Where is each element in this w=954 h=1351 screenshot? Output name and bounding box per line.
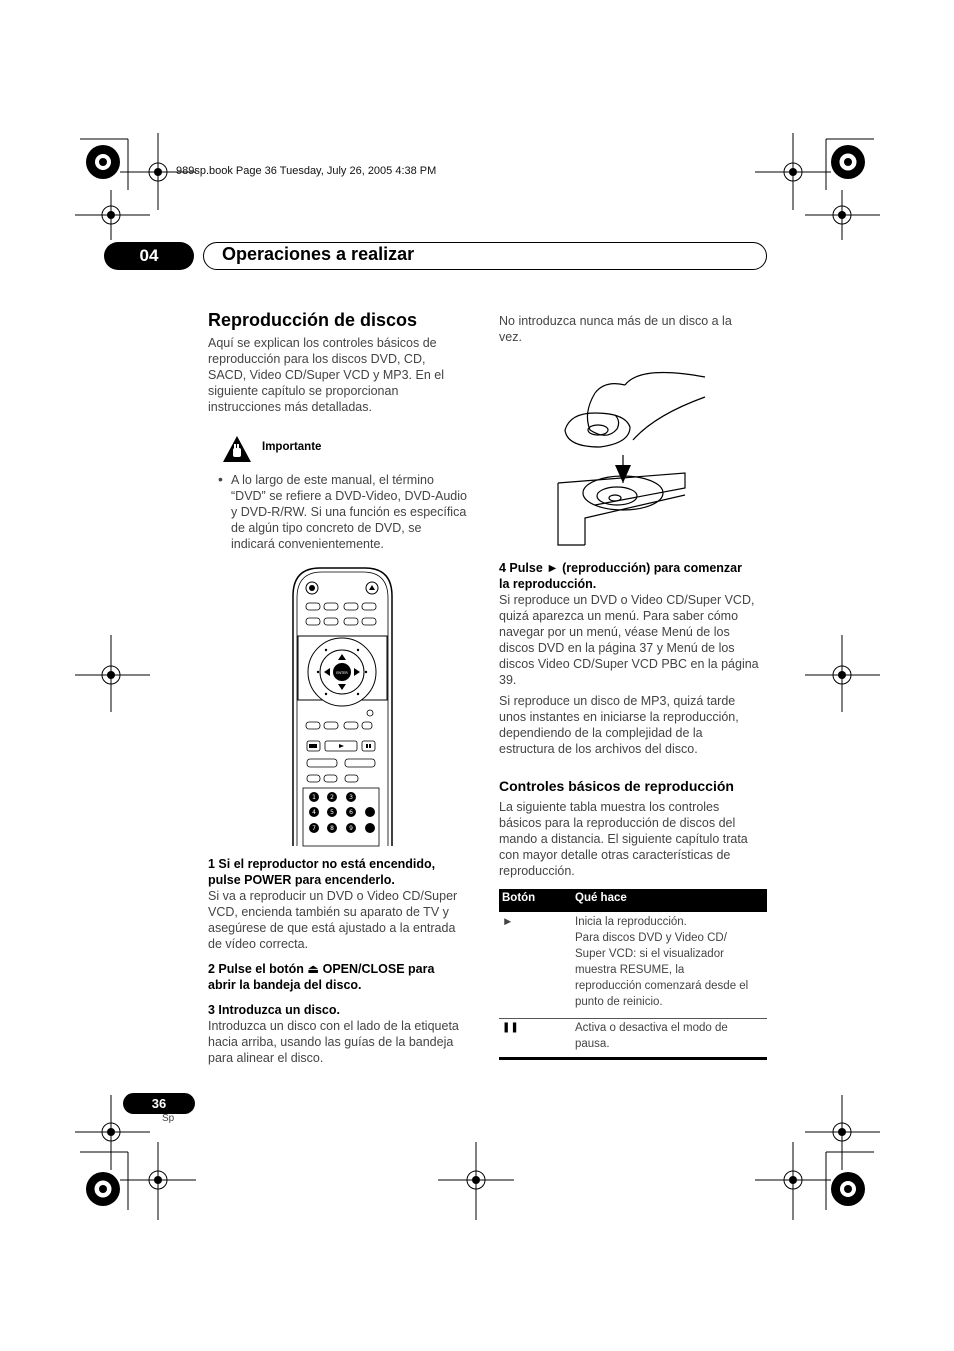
- step-1-body: Si va a reproducir un DVD o Video CD/Super VCD, encienda también su aparato de TV y asegúrese de que está ajustado a la entrada de vídeo correcta.: [208, 889, 458, 951]
- disc-loading-illustration: [555, 355, 705, 547]
- step-1-title: 1 Si el reproductor no está encendido, pulse POWER para encenderlo.: [208, 857, 436, 887]
- warning-hand-icon: [222, 435, 252, 463]
- remote-digit: 1: [312, 794, 316, 801]
- play-description: Inicia la reproducción. Para discos DVD y Video CD/ Super VCD: si el visualizador muestra RESUME, la reproducción comenzará desde el punto de reinicio.: [575, 916, 749, 1008]
- table-bottom-rule: [499, 1057, 767, 1060]
- pause-description: Activa o desactiva el modo de pausa.: [575, 1022, 728, 1050]
- remote-digit: 4: [312, 809, 316, 816]
- header-button: Botón: [502, 892, 536, 904]
- step-2-title: 2 Pulse el botón ⏏ OPEN/CLOSE para abrir la bandeja del disco.: [208, 962, 435, 992]
- remote-enter-label: ENTER: [336, 671, 348, 675]
- remote-digit: 5: [330, 809, 334, 816]
- step-4-mp3-note: Si reproduce un disco de MP3, quizá tarde unos instantes en iniciarse la reproducción, dependiendo de la complejidad de la estructura de los archivos del disco.: [499, 694, 739, 756]
- chapter-number: 04: [104, 242, 194, 270]
- print-header: 989sp.book Page 36 Tuesday, July 26, 2005 4:38 PM: [176, 165, 437, 177]
- remote-digit: 9: [349, 825, 353, 832]
- step-3-title: 3 Introduzca un disco.: [208, 1003, 340, 1017]
- play-icon: ►: [502, 916, 514, 928]
- step-4-title: 4 Pulse ► (reproducción) para comenzar la reproducción.: [499, 561, 742, 591]
- page-number: 36: [123, 1093, 195, 1114]
- remote-digit: 8: [330, 825, 334, 832]
- bullet-icon: •: [218, 471, 223, 487]
- chapter-title: Operaciones a realizar: [222, 244, 415, 264]
- important-bullet: A lo largo de este manual, el término “DVD” se refiere a DVD-Video, DVD-Audio y DVD-R/RW. Si una función es específica de algún tipo concreto de DVD, se indicará convenientemente.: [231, 473, 467, 551]
- remote-digit: 7: [312, 825, 316, 832]
- remote-digit: 3: [349, 794, 353, 801]
- remote-digit: 2: [330, 794, 334, 801]
- page-language: Sp: [162, 1113, 175, 1124]
- controls-title: Controles básicos de reproducción: [499, 778, 734, 794]
- section-title: Reproducción de discos: [208, 310, 418, 330]
- remote-digit: 6: [349, 809, 353, 816]
- remote-control-illustration: [290, 566, 395, 846]
- intro-paragraph: Aquí se explican los controles básicos de reproducción para los discos DVD, CD, SACD, Video CD/Super VCD y MP3. En el siguiente capítulo se proporcionan instrucciones más detalladas.: [208, 336, 444, 414]
- step-3-body: Introduzca un disco con el lado de la etiqueta hacia arriba, usando las guías de la bandeja para alinear el disco.: [208, 1019, 459, 1065]
- header-what: Qué hace: [575, 892, 627, 904]
- single-disc-note: No introduzca nunca más de un disco a la vez.: [499, 314, 732, 344]
- table-divider: [499, 1018, 767, 1019]
- step-4-body: Si reproduce un DVD o Video CD/Super VCD, quizá aparezca un menú. Para saber cómo navegar por un menú, véase Menú de los discos DVD en la página 37 y Menú de los discos Video CD/Super VCD PBC en la página 39.: [499, 593, 759, 687]
- important-label: Importante: [262, 441, 322, 453]
- controls-intro: La siguiente tabla muestra los controles básicos para la reproducción de discos del mando a distancia. El siguiente capítulo trata con mayor detalle otras características de reproducción.: [499, 800, 748, 878]
- pause-icon: ❚❚: [502, 1022, 519, 1033]
- controls-table-header: [499, 889, 767, 912]
